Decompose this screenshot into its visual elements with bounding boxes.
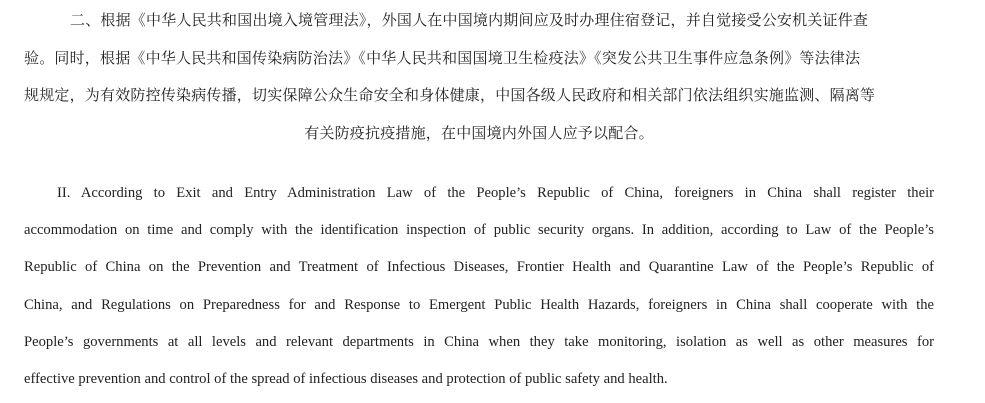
english-paragraph-line-3: Republic of China on the Prevention and Treatment of Infectious Diseases, Frontier Health and Quarantine Law of the People’s Republic of <box>24 259 934 276</box>
english-paragraph-line-1: II. According to Exit and Entry Administration Law of the People’s Republic of China, foreigners in China shall register their <box>57 185 934 201</box>
chinese-paragraph-line-3: 规规定，为有效防控传染病传播，切实保障公众生命安全和身体健康，中国各级人民政府和相关部门依法组织实施监测、隔离等 <box>24 86 876 104</box>
english-paragraph-line-6: effective prevention and control of the spread of infectious diseases and protection of public safety and health. <box>24 370 668 387</box>
chinese-paragraph-line-2: 验。同时，根据《中华人民共和国传染病防治法》《中华人民共和国国境卫生检疫法》《突发公共卫生事件应急条例》等法律法 <box>24 48 861 67</box>
english-paragraph-line-5: People’s governments at all levels and relevant departments in China when they take monitoring, isolation as well as other measures for <box>24 333 934 350</box>
english-paragraph-line-4: China, and Regulations on Preparedness for and Response to Emergent Public Health Hazards, foreigners in China shall cooperate with the <box>24 296 934 313</box>
english-paragraph <box>24 175 934 398</box>
chinese-paragraph <box>24 2 934 152</box>
chinese-paragraph-line-4: 有关防疫抗疫措施，在中国境内外国人应予以配合。 <box>304 123 654 142</box>
english-paragraph-line-2: accommodation on time and comply with the identification inspection of public security organs. In addition, according to Law of the People’s <box>24 222 934 239</box>
chinese-paragraph-line-1: 二、根据《中华人民共和国出境入境管理法》，外国人在中国境内期间应及时办理住宿登记，并自觉接受公安机关证件查 <box>70 11 869 29</box>
